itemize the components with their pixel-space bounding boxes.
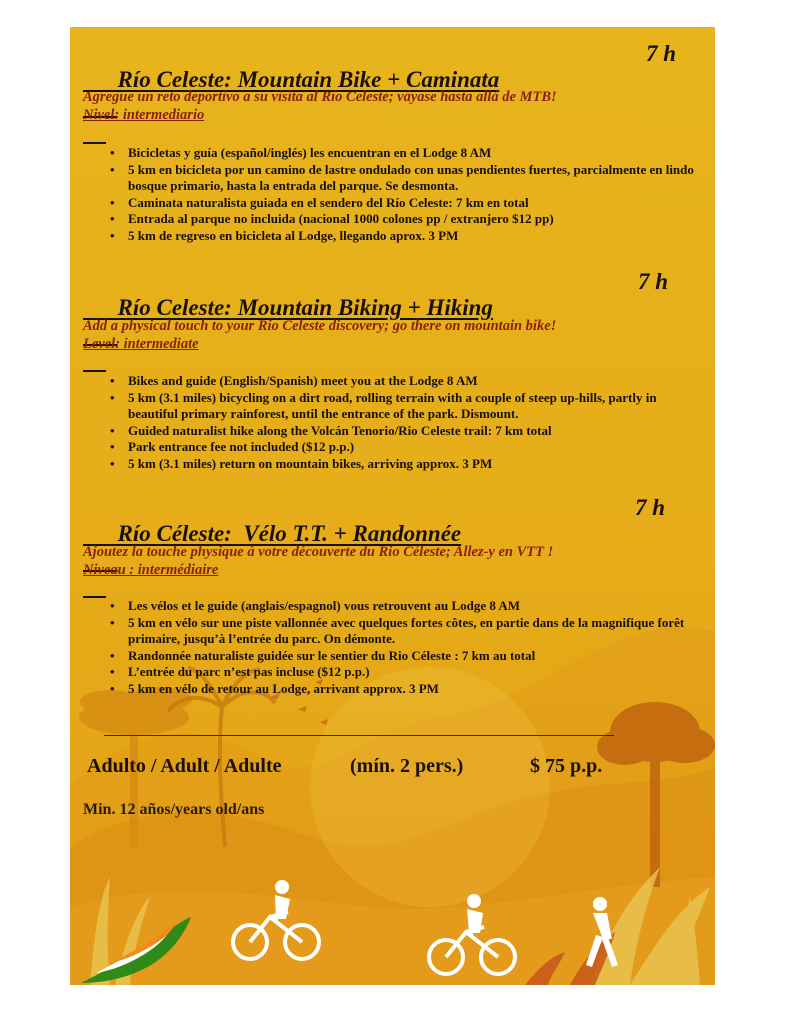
- section-3-title-text: Río Céleste: Vélo T.T. + Randonnée: [117, 521, 462, 546]
- leaf-logo-icon: [76, 915, 196, 985]
- section-1-intro: Agregue un reto deportivo a su visita al Río Celeste; váyase hasta allá de MTB!: [83, 89, 557, 105]
- bullet-icon: •: [110, 598, 115, 613]
- bullet-icon: •: [110, 211, 115, 227]
- bullet-icon: •: [110, 455, 115, 471]
- section-1-title-text: Río Celeste: Mountain Bike + Caminata: [117, 67, 500, 92]
- pricing-minimum: (mín. 2 pers.): [350, 755, 464, 777]
- minimum-age: Min. 12 años/years old/ans: [83, 801, 265, 818]
- section-1-item-list: [110, 145, 700, 245]
- list-item: • 5 km (3.1 miles) bicycling on a dirt road, rolling terrain with a couple of steep up-hills, partly in beautiful primary rainforest, until the entrance of the park. Dismount.: [110, 389, 657, 422]
- section-1-duration: 7 h: [646, 41, 677, 66]
- section-1-level: Nivel: intermediario: [83, 107, 205, 123]
- list-item: • L’entrée du parc n’est pas incluse ($12 p.p.): [110, 664, 370, 680]
- list-item: • 5 km (3.1 miles) return on mountain bikes, arriving approx. 3 PM: [110, 455, 493, 471]
- bullet-icon: •: [110, 373, 115, 388]
- bullet-icon: •: [110, 422, 115, 438]
- list-item: • 5 km en vélo sur une piste vallonnée avec quelques fortes côtes, en partie dans de la magnifique forêt primaire, jusqu’à l’entrée du parc. On démonte.: [110, 614, 685, 647]
- brochure-page: [70, 27, 715, 985]
- section-2-level: Level: intermediate: [83, 336, 199, 352]
- list-item: • 5 km en bicicleta por un camino de lastre ondulado con unas pendientes fuertes, parcialmente en lindo bosque primario, hasta la entrada del parque. Se desmonta.: [110, 161, 694, 194]
- pricing-price: $ 75 p.p.: [530, 755, 603, 777]
- list-item: • 5 km en vélo de retour au Lodge, arrivant approx. 3 PM: [110, 680, 439, 696]
- bullet-icon: •: [110, 389, 115, 405]
- bullet-icon: •: [110, 227, 115, 243]
- section-3-intro: Ajoutez la touche physique à votre découverte du Rio Céleste; Allez-y en VTT !: [83, 544, 554, 560]
- section-3-item-list: [110, 598, 700, 698]
- section-3-duration: 7 h: [635, 495, 666, 520]
- section-2-item-list: [110, 373, 700, 473]
- bullet-icon: •: [110, 194, 115, 210]
- section-2-intro: Add a physical touch to your Rio Celeste discovery; go there on mountain bike!: [83, 318, 557, 334]
- list-item: • Entrada al parque no incluida (nacional 1000 colones pp / extranjero $12 pp): [110, 211, 554, 227]
- bullet-icon: •: [110, 680, 115, 696]
- section-2-duration: 7 h: [638, 269, 669, 294]
- bullet-icon: •: [110, 647, 115, 663]
- list-item: • Guided naturalist hike along the Volcán Tenorio/Rio Celeste trail: 7 km total: [110, 422, 552, 438]
- divider: [104, 735, 614, 736]
- section-3-level: Niveau : intermédiaire: [83, 562, 219, 578]
- bullet-icon: •: [110, 439, 115, 455]
- bullet-icon: •: [110, 161, 115, 177]
- list-item: • Randonnée naturaliste guidée sur le sentier du Rio Céleste : 7 km au total: [110, 647, 536, 663]
- bullet-icon: •: [110, 664, 115, 680]
- list-item: • Park entrance fee not included ($12 p.p.): [110, 439, 355, 455]
- bullet-icon: •: [110, 614, 115, 630]
- list-item: • Les vélos et le guide (anglais/espagnol) vous retrouvent au Lodge 8 AM: [110, 598, 521, 613]
- pricing-audience: Adulto / Adult / Adulte: [87, 755, 282, 777]
- list-item: • Bicicletas y guía (español/inglés) les encuentran en el Lodge 8 AM: [110, 145, 492, 160]
- section-2-title-text: Río Celeste: Mountain Biking + Hiking: [117, 295, 493, 320]
- list-item: • 5 km de regreso en bicicleta al Lodge, llegando aprox. 3 PM: [110, 227, 459, 243]
- bullet-icon: •: [110, 145, 115, 160]
- list-item: • Caminata naturalista guiada en el sendero del Río Celeste: 7 km en total: [110, 194, 529, 210]
- list-item: • Bikes and guide (English/Spanish) meet you at the Lodge 8 AM: [110, 373, 478, 388]
